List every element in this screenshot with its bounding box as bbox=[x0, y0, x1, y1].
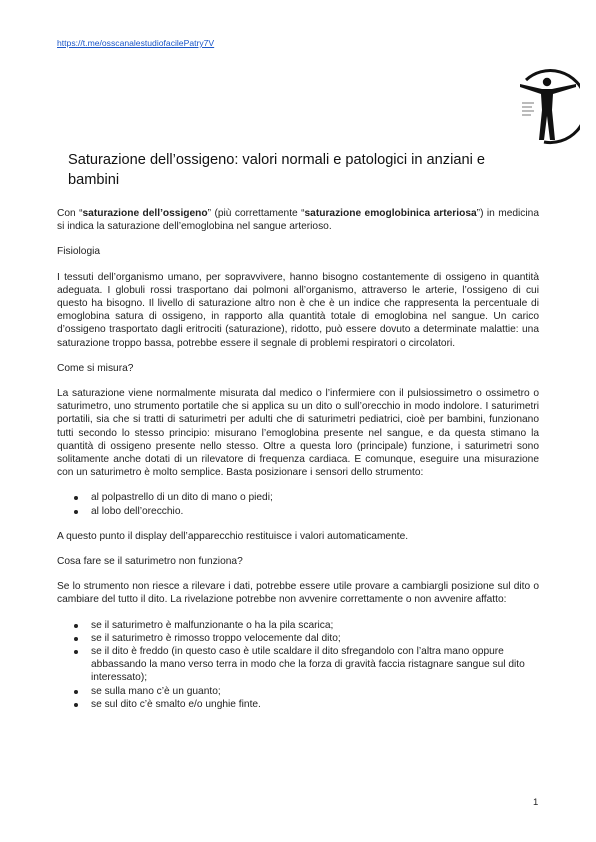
list-item: se il dito è freddo (in questo caso è utile scaldare il dito sfregandolo con l’altra mano oppure abbassando la mano verso terra in modo che la forza di gravità faccia ristagnare sangue sul dito interessato); bbox=[91, 645, 539, 685]
paragraph-non-funziona: Se lo strumento non riesce a rilevare i dati, potrebbe essere utile provare a cambiargli posizione sul dito o cambiare del tutto il dito. La rivelazione potrebbe non avvenire correttamente o non avvenire affatto: bbox=[57, 581, 539, 606]
term-saturazione-emoglobinica: saturazione emoglobinica arteriosa bbox=[304, 208, 477, 219]
list-item: al lobo dell’orecchio. bbox=[91, 505, 539, 518]
intro-paragraph: Con “saturazione dell’ossigeno” (più correttamente “saturazione emoglobinica arteriosa”) in medicina si indica la saturazione dell’emoglobina nel sangue arterioso. bbox=[57, 208, 539, 233]
paragraph-misura: La saturazione viene normalmente misurata dal medico o l’infermiere con il pulsiossimetro o ossimetro o saturimetro, uno strumento portatile che si applica su un dito o sull’orecchio in modo indolore. I saturimetri portatili, sia che si tratti di saturimetri per adulti che di saturimetri pediatrici, cioè per bambini, funzionano tutti secondo lo stesso principio: misurano l’emoglobina presente nel sangue, e da questa stimano la quantità di ossigeno presente nello stesso. Oltre a questa loro (principale) funzione, i saturimetri sono solitamente anche dotati di un rilevatore di frequenza cardiaca. E comunque, eseguire una misurazione con un saturimetro è molto semplice. Basta posizionare i sensori dello strumento: bbox=[57, 388, 539, 479]
paragraph-fisiologia: I tessuti dell’organismo umano, per sopravvivere, hanno bisogno costantemente di ossigeno in quantità adeguata. I globuli rossi trasportano dai polmoni all’organismo, attraverso le arterie, l’ossigeno di cui questo ha bisogno. Il livello di saturazione altro non è che è un indice che rappresenta la percentuale di emoglobina satura di ossigeno, in rapporto alla quantità totale di emoglobina nel sangue. Un carico d’ossigeno trasportato dagli eritrociti (saturazione), ridotto, può essere dovuto a determinate malattie: una saturazione troppo bassa, potrebbe essere il segnale di problemi respiratori o circolatori. bbox=[57, 271, 539, 349]
list-item: se il saturimetro è malfunzionante o ha la pila scarica; bbox=[91, 619, 539, 632]
page-number: 1 bbox=[533, 797, 539, 808]
list-item: al polpastrello di un dito di mano o piedi; bbox=[91, 491, 539, 504]
paragraph-display: A questo punto il display dell’apparecchio restituisce i valori automaticamente. bbox=[57, 530, 409, 542]
document-body bbox=[57, 207, 539, 723]
telegram-link[interactable]: https://t.me/osscanalestudiofacilePatry7V bbox=[57, 38, 215, 48]
term-saturazione-ossigeno: saturazione dell’ossigeno bbox=[82, 208, 208, 219]
bullet-list-non-funziona bbox=[57, 619, 539, 711]
page-title: Saturazione dell’ossigeno: valori normali e patologici in anziani e bambini bbox=[68, 152, 485, 188]
section-heading-fisiologia: Fisiologia bbox=[57, 246, 101, 258]
section-heading-misura: Come si misura? bbox=[57, 362, 134, 374]
list-item: se sulla mano c’è un guanto; bbox=[91, 685, 539, 698]
section-heading-non-funziona: Cosa fare se il saturimetro non funziona? bbox=[57, 556, 243, 568]
list-item: se sul dito c’è smalto e/o unghie finte. bbox=[91, 698, 539, 711]
vitruvian-figure-logo-icon bbox=[514, 68, 580, 146]
bullet-list-misura bbox=[57, 491, 539, 517]
list-item: se il saturimetro è rimosso troppo velocemente dal dito; bbox=[91, 632, 539, 645]
